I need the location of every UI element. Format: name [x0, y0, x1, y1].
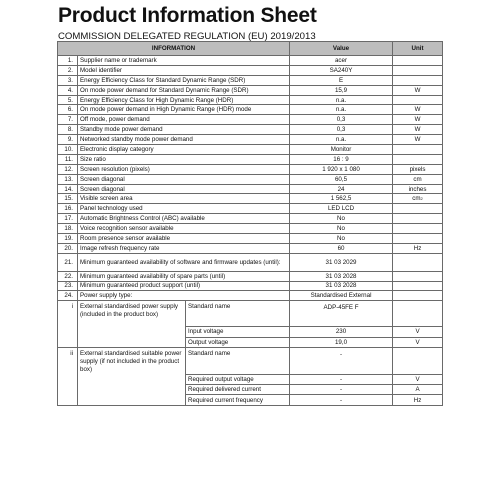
row-number: 19.: [58, 234, 78, 244]
row-value: LED LCD: [290, 204, 393, 214]
row-label: Off mode, power demand: [78, 115, 290, 125]
row-label: Size ratio: [78, 154, 290, 164]
row-label: Panel technology used: [78, 204, 290, 214]
row-value: n.a.: [290, 95, 393, 105]
row-number: 16.: [58, 204, 78, 214]
row-number: 6.: [58, 105, 78, 115]
power-supply-marker: i: [58, 301, 78, 348]
row-label: Automatic Brightness Control (ABC) available: [78, 214, 290, 224]
table-row: [58, 174, 443, 184]
table-row: [58, 85, 443, 95]
unit-text: cm: [412, 195, 421, 203]
power-supply-marker: ii: [58, 347, 78, 405]
row-value: Standardised External: [290, 291, 393, 301]
row-unit: [393, 125, 443, 135]
row-label: Standby mode power demand: [78, 125, 290, 135]
unit-text: W: [414, 86, 421, 94]
row-value: 1 562,5: [290, 194, 393, 204]
row-value: n.a.: [290, 135, 393, 145]
power-supply-field-value: 230: [290, 327, 393, 337]
row-label: Room presence sensor available: [78, 234, 290, 244]
unit-text: pixels: [409, 165, 426, 173]
power-supply-field-unit: [393, 347, 443, 374]
row-unit: [393, 75, 443, 85]
unit-text: Hz: [413, 244, 422, 252]
row-unit: [393, 154, 443, 164]
table-row: [58, 145, 443, 155]
row-label: Energy Efficiency Class for Standard Dynamic Range (SDR): [78, 75, 290, 85]
row-value: 24: [290, 184, 393, 194]
row-unit: [393, 204, 443, 214]
row-unit: [393, 164, 443, 174]
power-supply-row: [58, 347, 443, 374]
row-unit: [393, 174, 443, 184]
table-row: [58, 125, 443, 135]
regulation-subtitle: COMMISSION DELEGATED REGULATION (EU) 2019/2013: [58, 31, 316, 42]
row-number: 9.: [58, 135, 78, 145]
power-supply-field-value: -: [290, 385, 393, 395]
row-value: 31 03 2028: [290, 281, 393, 291]
table-row: [58, 95, 443, 105]
row-number: 8.: [58, 125, 78, 135]
row-unit: [393, 95, 443, 105]
row-unit: [393, 105, 443, 115]
row-unit: [393, 194, 443, 204]
row-label: Minimum guaranteed availability of spare parts (until): [78, 271, 290, 281]
row-number: 23.: [58, 281, 78, 291]
row-number: 2.: [58, 65, 78, 75]
table-row: [58, 135, 443, 145]
row-number: 3.: [58, 75, 78, 85]
row-label: Screen diagonal: [78, 184, 290, 194]
power-supply-field-value: 19,0: [290, 337, 393, 347]
row-unit: [393, 85, 443, 95]
row-number: 18.: [58, 224, 78, 234]
row-number: 21.: [58, 253, 78, 271]
row-unit: [393, 234, 443, 244]
table-row: [58, 56, 443, 66]
unit-text: W: [414, 126, 421, 134]
row-value: E: [290, 75, 393, 85]
row-number: 24.: [58, 291, 78, 301]
row-unit: [393, 56, 443, 66]
table-row: [58, 164, 443, 174]
row-value: 60,5: [290, 174, 393, 184]
row-value: 15,9: [290, 85, 393, 95]
power-supply-field-value: -: [290, 347, 393, 374]
page-title: Product Information Sheet: [58, 4, 317, 27]
power-supply-field-unit: V: [393, 337, 443, 347]
row-value: SA240Y: [290, 65, 393, 75]
table-row: [58, 204, 443, 214]
power-supply-field-value: -: [290, 374, 393, 384]
row-label: Minimum guaranteed product support (until): [78, 281, 290, 291]
power-supply-field-label: Required current frequency: [186, 395, 290, 405]
row-label: Screen resolution (pixels): [78, 164, 290, 174]
row-number: 4.: [58, 85, 78, 95]
table-row: [58, 75, 443, 85]
row-unit: [393, 271, 443, 281]
row-label: Power supply type:: [78, 291, 290, 301]
row-value: 0,3: [290, 125, 393, 135]
row-value: 60: [290, 243, 393, 253]
table-header-row: [58, 42, 443, 56]
header-value: Value: [290, 42, 393, 56]
information-table: [57, 41, 443, 406]
unit-text: W: [414, 136, 421, 144]
table-row: [58, 115, 443, 125]
row-label: On mode power demand for Standard Dynamic Range (SDR): [78, 85, 290, 95]
row-unit: [393, 145, 443, 155]
row-number: 10.: [58, 145, 78, 155]
power-supply-description: External standardised suitable power supply (if not included in the product box): [78, 347, 186, 405]
power-supply-field-label: Required delivered current: [186, 385, 290, 395]
table-row: [58, 184, 443, 194]
power-supply-field-value: -: [290, 395, 393, 405]
power-supply-field-label: Output voltage: [186, 337, 290, 347]
row-unit: [393, 65, 443, 75]
row-label: Energy Efficiency Class for High Dynamic Range (HDR): [78, 95, 290, 105]
row-unit: [393, 184, 443, 194]
row-number: 15.: [58, 194, 78, 204]
row-value: 1 920 x 1 080: [290, 164, 393, 174]
row-number: 20.: [58, 243, 78, 253]
table-row: [58, 243, 443, 253]
row-number: 11.: [58, 154, 78, 164]
power-supply-field-label: Standard name: [186, 301, 290, 327]
table-row: [58, 291, 443, 301]
row-label: Networked standby mode power demand: [78, 135, 290, 145]
header-unit: Unit: [393, 42, 443, 56]
row-label: Screen diagonal: [78, 174, 290, 184]
row-unit: [393, 243, 443, 253]
table-row: [58, 281, 443, 291]
row-value: 16 : 9: [290, 154, 393, 164]
table-row: [58, 194, 443, 204]
row-value: Monitor: [290, 145, 393, 155]
power-supply-field-unit: Hz: [393, 395, 443, 405]
unit-superscript: 2: [420, 196, 423, 202]
row-value: No: [290, 224, 393, 234]
row-unit: [393, 135, 443, 145]
table-row: [58, 234, 443, 244]
row-number: 5.: [58, 95, 78, 105]
row-number: 1.: [58, 56, 78, 66]
power-supply-row: [58, 301, 443, 327]
power-supply-field-label: Standard name: [186, 347, 290, 374]
row-number: 14.: [58, 184, 78, 194]
row-label: On mode power demand in High Dynamic Range (HDR) mode: [78, 105, 290, 115]
table-row: [58, 253, 443, 271]
row-unit: [393, 115, 443, 125]
row-value: No: [290, 214, 393, 224]
row-unit: [393, 291, 443, 301]
row-label: Supplier name or trademark: [78, 56, 290, 66]
row-number: 22.: [58, 271, 78, 281]
row-value: No: [290, 234, 393, 244]
row-unit: [393, 281, 443, 291]
power-supply-field-label: Required output voltage: [186, 374, 290, 384]
header-information: INFORMATION: [58, 42, 290, 56]
row-number: 17.: [58, 214, 78, 224]
table-row: [58, 214, 443, 224]
table-row: [58, 224, 443, 234]
row-value: acer: [290, 56, 393, 66]
row-unit: [393, 214, 443, 224]
power-supply-field-unit: [393, 301, 443, 327]
row-unit: [393, 253, 443, 271]
row-value: n.a.: [290, 105, 393, 115]
table-row: [58, 154, 443, 164]
table-row: [58, 105, 443, 115]
power-supply-field-unit: V: [393, 327, 443, 337]
row-label: Model identifier: [78, 65, 290, 75]
power-supply-field-label: Input voltage: [186, 327, 290, 337]
row-number: 12.: [58, 164, 78, 174]
table-row: [58, 65, 443, 75]
row-number: 13.: [58, 174, 78, 184]
row-number: 7.: [58, 115, 78, 125]
unit-text: W: [414, 116, 421, 124]
unit-text: W: [414, 106, 421, 114]
power-supply-field-unit: V: [393, 374, 443, 384]
row-label: Image refresh frequency rate: [78, 243, 290, 253]
row-value: 31 03 2029: [290, 253, 393, 271]
row-unit: [393, 224, 443, 234]
power-supply-description: External standardised power supply (included in the product box): [78, 301, 186, 348]
table-row: [58, 271, 443, 281]
unit-text: cm: [413, 175, 422, 183]
row-label: Minimum guaranteed availability of software and firmware updates (until):: [78, 253, 290, 271]
row-label: Visible screen area: [78, 194, 290, 204]
row-label: Voice recognition sensor available: [78, 224, 290, 234]
row-label: Electronic display category: [78, 145, 290, 155]
power-supply-field-unit: A: [393, 385, 443, 395]
power-supply-field-value: ADP-45FE F: [290, 301, 393, 327]
row-value: 0,3: [290, 115, 393, 125]
row-value: 31 03 2028: [290, 271, 393, 281]
unit-text: inches: [408, 185, 427, 193]
